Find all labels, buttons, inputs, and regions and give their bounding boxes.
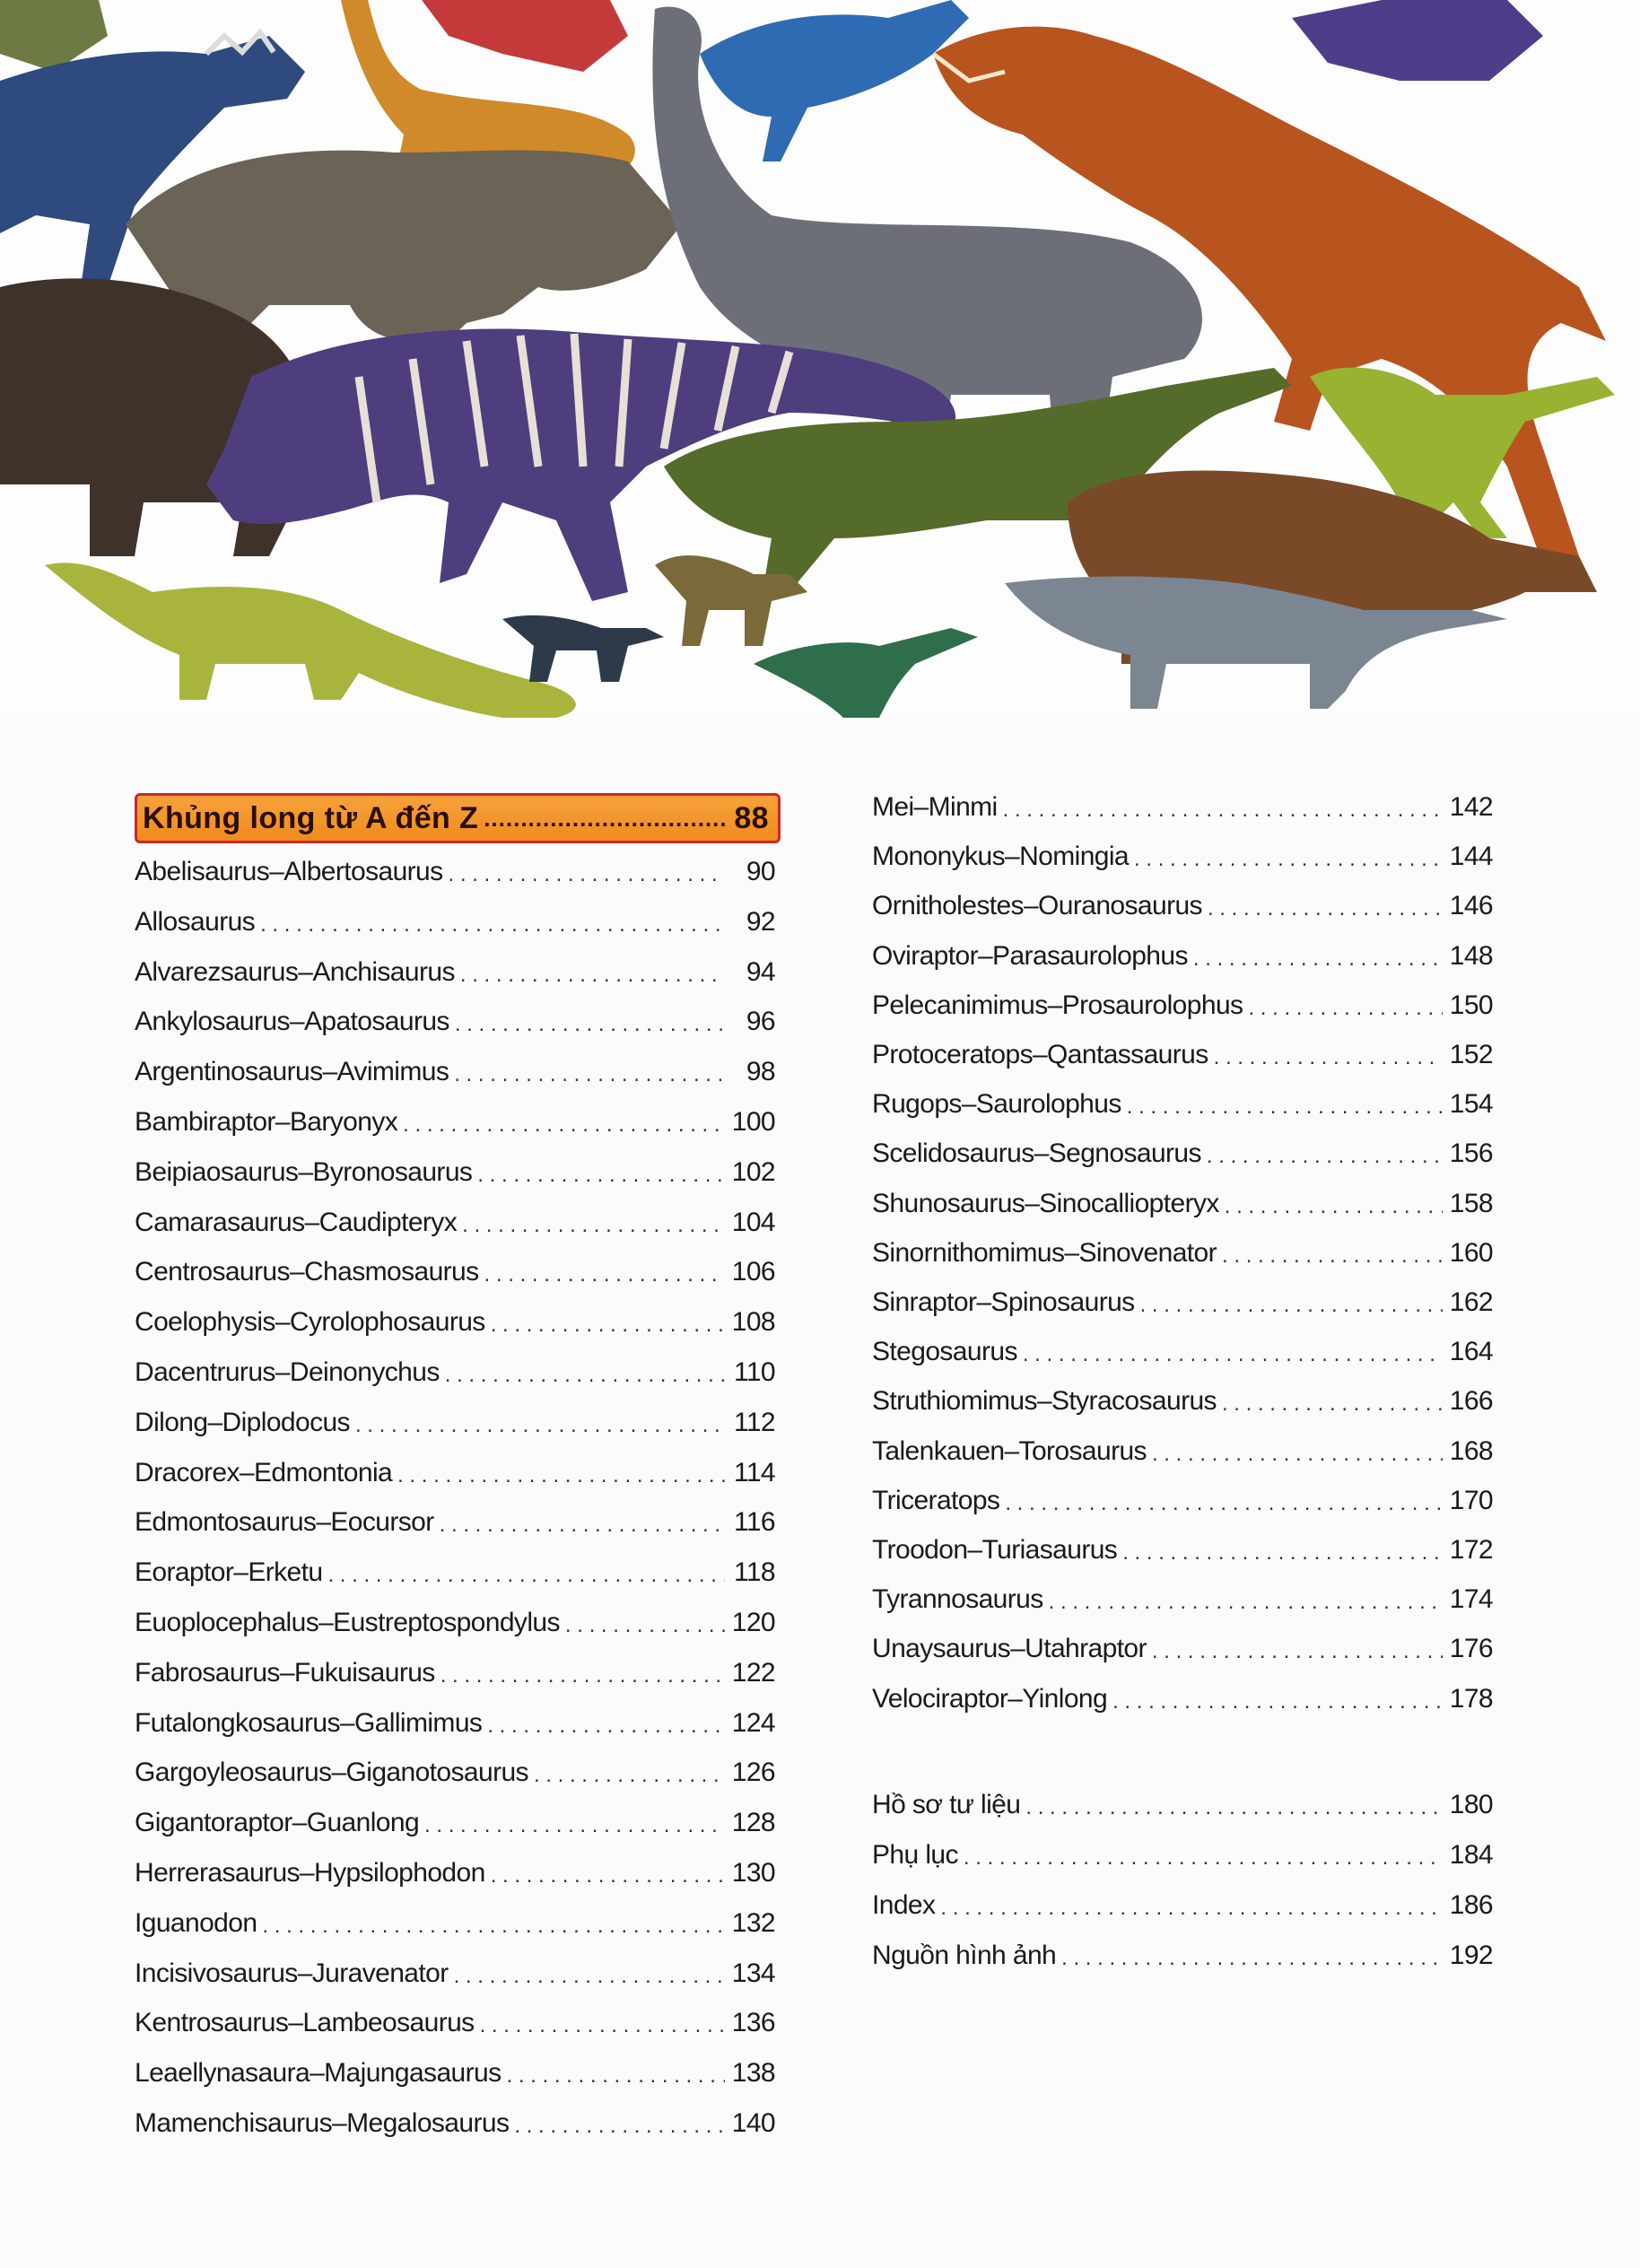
toc-entry-name: Dacentrurus–Deinonychus xyxy=(135,1357,440,1387)
leader-dots xyxy=(1152,1439,1443,1470)
toc-entry[interactable] xyxy=(135,1898,775,1941)
leader-dots xyxy=(441,1661,725,1691)
toc-entry[interactable] xyxy=(135,1748,775,1791)
leader-dots xyxy=(491,1310,725,1340)
toc-entry-name: Leaellynasaura–Majungasaurus xyxy=(135,2058,502,2088)
toc-entry-page: 180 xyxy=(1449,1790,1493,1819)
toc-entry-page: 124 xyxy=(731,1708,775,1738)
toc-entry-page: 134 xyxy=(731,1958,775,1988)
toc-entry-page: 152 xyxy=(1449,1040,1493,1069)
leader-dots xyxy=(1122,1538,1443,1568)
toc-entry-page: 100 xyxy=(731,1107,775,1137)
leader-dots xyxy=(460,960,725,990)
toc-entry-page: 160 xyxy=(1449,1238,1493,1268)
toc-entry[interactable] xyxy=(135,1497,775,1540)
toc-entry-page: 158 xyxy=(1449,1189,1493,1218)
toc-entry[interactable] xyxy=(135,1348,775,1391)
toc-entry-page: 108 xyxy=(731,1307,775,1337)
leader-dots xyxy=(1005,1488,1443,1519)
toc-entry[interactable] xyxy=(872,1426,1493,1470)
toc-entry[interactable] xyxy=(135,1147,775,1191)
leader-dots xyxy=(440,1510,725,1540)
toc-entry[interactable] xyxy=(872,881,1493,924)
leader-dots xyxy=(1023,1339,1443,1370)
toc-entry-page: 172 xyxy=(1449,1535,1493,1565)
toc-entry[interactable] xyxy=(872,1327,1493,1370)
toc-entry-name: Dilong–Diplodocus xyxy=(135,1408,350,1437)
toc-entry[interactable] xyxy=(135,1247,775,1290)
leader-dots xyxy=(964,1843,1443,1873)
leader-dots xyxy=(403,1110,725,1140)
toc-entry[interactable] xyxy=(135,947,775,990)
leader-dots xyxy=(1222,1241,1443,1271)
leader-dots xyxy=(480,2011,725,2041)
toc-entry-name: Iguanodon xyxy=(135,1908,257,1938)
toc-entry-name: Troodon–Turiasaurus xyxy=(872,1535,1118,1565)
toc-entry[interactable] xyxy=(135,1047,775,1090)
toc-entry-page: 178 xyxy=(1449,1684,1493,1714)
toc-entry-name: Ornitholestes–Ouranosaurus xyxy=(872,891,1202,920)
toc-entry[interactable] xyxy=(135,1648,775,1691)
toc-entry-name: Allosaurus xyxy=(135,907,256,937)
toc-entry-page: 176 xyxy=(1449,1634,1493,1663)
toc-entry[interactable] xyxy=(135,1548,775,1591)
leader-dots xyxy=(1140,1290,1443,1321)
toc-entry[interactable] xyxy=(135,2098,775,2142)
toc-entry-name: Talenkauen–Torosaurus xyxy=(872,1436,1147,1466)
toc-entry-name: Phụ lục xyxy=(872,1840,958,1870)
leader-dots xyxy=(1127,1092,1443,1122)
leader-dots xyxy=(1208,894,1443,924)
leader-dots xyxy=(397,1461,725,1491)
toc-entry-name: Abelisaurus–Albertosaurus xyxy=(135,857,443,886)
toc-entry[interactable] xyxy=(872,1476,1493,1519)
toc-entry[interactable] xyxy=(135,897,775,940)
toc-entry-page: 94 xyxy=(746,957,775,987)
toc-entry-name: Edmontosaurus–Eocursor xyxy=(135,1507,434,1537)
toc-entry[interactable] xyxy=(872,1228,1493,1271)
toc-entry[interactable] xyxy=(135,1097,775,1140)
toc-entry-name: Oviraptor–Parasaurolophus xyxy=(872,941,1188,971)
toc-entry-name: Centrosaurus–Chasmosaurus xyxy=(135,1257,479,1287)
leader-dots xyxy=(514,2111,725,2142)
toc-entry-page: 98 xyxy=(746,1057,775,1086)
toc-entry-name: Sinraptor–Spinosaurus xyxy=(872,1287,1135,1317)
leader-dots xyxy=(940,1893,1443,1923)
toc-entry-page: 116 xyxy=(733,1507,775,1537)
toc-entry-name: Ankylosaurus–Apatosaurus xyxy=(135,1007,449,1036)
leader-dots xyxy=(454,1060,725,1090)
toc-entry-page: 114 xyxy=(733,1458,775,1487)
toc-entry-page: 140 xyxy=(731,2108,775,2138)
toc-entry-name: Futalongkosaurus–Gallimimus xyxy=(135,1708,483,1738)
toc-entry-name: Velociraptor–Yinlong xyxy=(872,1684,1108,1714)
toc-entry[interactable] xyxy=(135,1998,775,2041)
toc-entry[interactable] xyxy=(872,782,1493,825)
toc-entry[interactable] xyxy=(872,1880,1493,1923)
leader-dots xyxy=(455,1009,725,1040)
toc-entry-page: 122 xyxy=(731,1658,775,1688)
toc-entry-page: 154 xyxy=(1449,1089,1493,1119)
toc-entry-name: Beipiaosaurus–Byronosaurus xyxy=(135,1157,473,1187)
toc-entry-page: 148 xyxy=(1449,941,1493,971)
leader-dots xyxy=(445,1360,725,1391)
leader-dots xyxy=(1003,795,1443,825)
toc-entry-page: 144 xyxy=(1449,842,1493,871)
toc-entry[interactable] xyxy=(872,1079,1493,1122)
toc-entry-page: 104 xyxy=(731,1208,775,1237)
leader-dots xyxy=(1112,1687,1443,1717)
leader-dots xyxy=(1152,1636,1443,1667)
leader-dots xyxy=(355,1410,725,1441)
leader-dots xyxy=(327,1560,725,1591)
toc-entry-name: Sinornithomimus–Sinovenator xyxy=(872,1238,1217,1268)
toc-entry-name: Kentrosaurus–Lambeosaurus xyxy=(135,2008,475,2037)
toc-entry-page: 118 xyxy=(733,1557,775,1587)
toc-entry[interactable] xyxy=(135,1198,775,1241)
leader-dots xyxy=(1193,944,1443,974)
toc-entry-name: Alvarezsaurus–Anchisaurus xyxy=(135,957,455,987)
toc-entry-page: 166 xyxy=(1449,1386,1493,1416)
toc-entry-name: Unaysaurus–Utahraptor xyxy=(872,1634,1147,1663)
leader-dots xyxy=(262,1911,725,1941)
leader-dots xyxy=(477,1160,725,1191)
section-header[interactable] xyxy=(135,793,781,843)
leader-dots xyxy=(1134,844,1443,875)
toc-entry-page: 184 xyxy=(1449,1840,1493,1870)
toc-entry-page: 192 xyxy=(1449,1941,1493,1970)
dinosaur-illustration xyxy=(0,0,1640,718)
toc-entry[interactable] xyxy=(872,1525,1493,1568)
toc-entry-name: Triceratops xyxy=(872,1486,1000,1515)
toc-entry-page: 142 xyxy=(1449,792,1493,822)
toc-entry-name: Stegosaurus xyxy=(872,1337,1017,1366)
leader-dots xyxy=(507,2061,726,2091)
toc-entry[interactable] xyxy=(872,1575,1493,1618)
toc-entry-page: 146 xyxy=(1449,891,1493,920)
toc-entry[interactable] xyxy=(872,832,1493,875)
leader-dots xyxy=(565,1610,725,1641)
toc-entry-name: Index xyxy=(872,1890,936,1920)
toc-entry[interactable] xyxy=(872,1931,1493,1974)
leader-dots xyxy=(484,805,728,833)
toc-entry-name: Argentinosaurus–Avimimus xyxy=(135,1057,449,1086)
toc-entry-page: 170 xyxy=(1449,1486,1493,1515)
leader-dots xyxy=(1025,1793,1443,1823)
toc-entry-page: 168 xyxy=(1449,1436,1493,1466)
toc-entry-name: Mamenchisaurus–Megalosaurus xyxy=(135,2108,510,2138)
leader-dots xyxy=(1248,993,1443,1024)
leader-dots xyxy=(424,1810,725,1841)
leader-dots xyxy=(1049,1587,1443,1618)
toc-entry-page: 162 xyxy=(1449,1287,1493,1317)
toc-entry-name: Coelophysis–Cyrolophosaurus xyxy=(135,1307,485,1337)
leader-dots xyxy=(491,1861,725,1891)
toc-entry-page: 150 xyxy=(1449,990,1493,1020)
toc-entry[interactable] xyxy=(135,1297,775,1340)
leader-dots xyxy=(1222,1389,1443,1419)
toc-entry-name: Dracorex–Edmontonia xyxy=(135,1458,393,1487)
toc-entry-page: 174 xyxy=(1449,1584,1493,1614)
toc-entry-name: Mei–Minmi xyxy=(872,792,998,822)
toc-entry[interactable] xyxy=(135,1448,775,1491)
leader-dots xyxy=(449,859,725,890)
toc-entry[interactable] xyxy=(135,1848,775,1891)
toc-entry-page: 120 xyxy=(731,1608,775,1637)
toc-entry[interactable] xyxy=(135,1949,775,1992)
toc-entry[interactable] xyxy=(872,931,1493,974)
toc-entry[interactable] xyxy=(872,1780,1493,1823)
leader-dots xyxy=(462,1210,725,1241)
toc-entry-name: Fabrosaurus–Fukuisaurus xyxy=(135,1658,435,1688)
toc-entry[interactable] xyxy=(872,981,1493,1024)
toc-entry-name: Scelidosaurus–Segnosaurus xyxy=(872,1138,1201,1168)
toc-entry[interactable] xyxy=(135,1598,775,1641)
leader-dots xyxy=(484,1260,725,1290)
toc-entry[interactable] xyxy=(135,847,775,890)
toc-entry[interactable] xyxy=(872,1129,1493,1172)
section-page: 88 xyxy=(734,800,769,835)
toc-entry-name: Shunosaurus–Sinocalliopteryx xyxy=(872,1189,1219,1218)
toc-entry-page: 138 xyxy=(731,2058,775,2088)
toc-entry[interactable] xyxy=(135,2048,775,2091)
toc-entry[interactable] xyxy=(872,1376,1493,1419)
toc-entry[interactable] xyxy=(135,1398,775,1441)
toc-entry-page: 126 xyxy=(731,1758,775,1787)
toc-entry-name: Gigantoraptor–Guanlong xyxy=(135,1808,420,1837)
toc-entry-name: Gargoyleosaurus–Giganotosaurus xyxy=(135,1758,528,1787)
toc-entry-name: Euoplocephalus–Eustreptospondylus xyxy=(135,1608,560,1637)
toc-entry[interactable] xyxy=(872,1674,1493,1717)
toc-entry[interactable] xyxy=(135,1798,775,1841)
toc-entry-page: 110 xyxy=(733,1357,775,1387)
leader-dots xyxy=(1061,1943,1443,1974)
toc-entry-page: 132 xyxy=(731,1908,775,1938)
toc-entry-page: 112 xyxy=(733,1408,775,1437)
toc-entry-name: Camarasaurus–Caudipteryx xyxy=(135,1208,458,1237)
toc-entry-name: Tyrannosaurus xyxy=(872,1584,1043,1614)
toc-entry[interactable] xyxy=(872,1278,1493,1321)
leader-dots xyxy=(534,1760,725,1791)
leader-dots xyxy=(1207,1141,1443,1172)
toc-entry-name: Pelecanimimus–Prosaurolophus xyxy=(872,990,1243,1020)
toc-entry-page: 90 xyxy=(746,857,775,886)
leader-dots xyxy=(487,1711,725,1741)
leader-dots xyxy=(1225,1191,1443,1222)
toc-entry-name: Mononykus–Nomingia xyxy=(872,842,1130,871)
leader-dots xyxy=(454,1961,725,1992)
toc-entry-name: Incisivosaurus–Juravenator xyxy=(135,1958,449,1988)
leader-dots xyxy=(1214,1042,1443,1073)
toc-entry-name: Eoraptor–Erketu xyxy=(135,1557,323,1587)
section-title: Khủng long từ A đến Z xyxy=(143,800,479,835)
toc-entry-page: 136 xyxy=(731,2008,775,2037)
toc-entry-name: Nguồn hình ảnh xyxy=(872,1941,1057,1970)
toc-entry[interactable] xyxy=(872,1179,1493,1222)
toc-entry-page: 186 xyxy=(1449,1890,1493,1920)
toc-entry-name: Protoceratops–Qantassaurus xyxy=(872,1040,1208,1069)
toc-entry-name: Bambiraptor–Baryonyx xyxy=(135,1107,398,1137)
toc-entry-name: Struthiomimus–Styracosaurus xyxy=(872,1386,1217,1416)
toc-entry-name: Rugops–Saurolophus xyxy=(872,1089,1121,1119)
toc-entry-page: 96 xyxy=(746,1007,775,1036)
toc-entry[interactable] xyxy=(872,1624,1493,1667)
toc-entry[interactable] xyxy=(135,997,775,1040)
toc-entry-page: 102 xyxy=(731,1157,775,1187)
toc-entry[interactable] xyxy=(135,1698,775,1741)
toc-entry-page: 128 xyxy=(731,1808,775,1837)
toc-entry[interactable] xyxy=(872,1030,1493,1073)
toc-entry-page: 164 xyxy=(1449,1337,1493,1366)
leader-dots xyxy=(260,910,725,940)
toc-entry[interactable] xyxy=(872,1830,1493,1873)
toc-entry-page: 92 xyxy=(746,907,775,937)
toc-entry-page: 130 xyxy=(731,1858,775,1888)
toc-entry-page: 106 xyxy=(731,1257,775,1287)
toc-entry-name: Herrerasaurus–Hypsilophodon xyxy=(135,1858,485,1888)
toc-entry-page: 156 xyxy=(1449,1138,1493,1168)
toc-entry-name: Hồ sơ tư liệu xyxy=(872,1790,1021,1819)
